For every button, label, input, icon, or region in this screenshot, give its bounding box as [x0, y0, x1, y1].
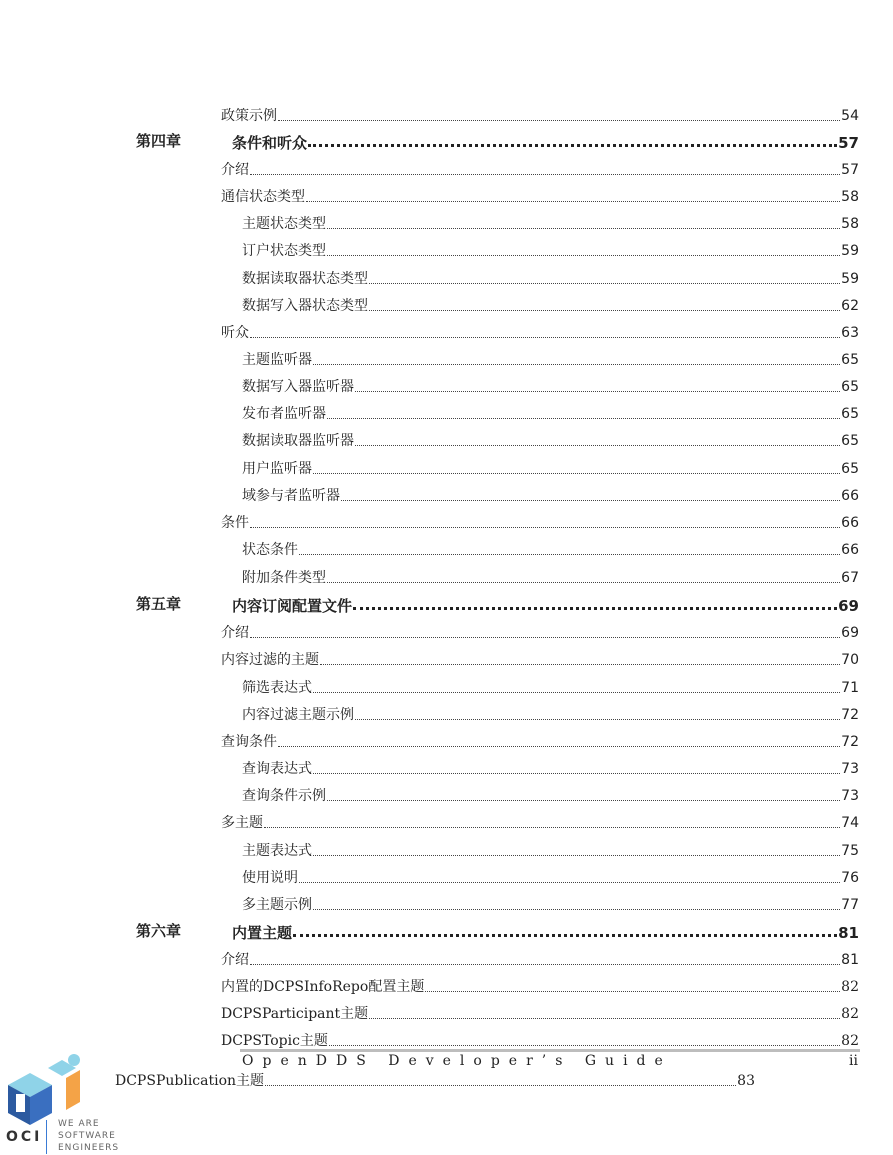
toc-page: 82	[841, 1033, 859, 1049]
toc-title: 用户监听器	[242, 461, 312, 477]
toc-title: 数据读取器监听器	[242, 433, 354, 449]
toc-title: 筛选表达式	[242, 680, 312, 696]
toc-page: 82	[841, 1006, 859, 1022]
toc-entry[interactable]	[242, 538, 859, 558]
toc-title: 主题监听器	[242, 352, 312, 368]
brand-divider	[46, 1120, 47, 1154]
tagline-line: WE ARE	[58, 1119, 100, 1129]
tagline-line: ENGINEERS	[58, 1143, 120, 1153]
toc-page: 75	[841, 843, 859, 859]
toc-page: 77	[841, 897, 859, 913]
footer-page-number: ii	[849, 1053, 858, 1069]
tagline-line: SOFTWARE	[58, 1131, 116, 1141]
toc-title: 域参与者监听器	[242, 488, 340, 504]
toc-page: 73	[841, 788, 859, 804]
toc-entry[interactable]	[242, 212, 859, 232]
toc-entry[interactable]	[221, 1002, 859, 1022]
toc-title: 查询表达式	[242, 761, 312, 777]
oci-brand-name: OCI	[6, 1129, 43, 1145]
chapter-6-label: 第六章	[136, 922, 182, 940]
toc-title: 政策示例	[221, 108, 277, 124]
toc-title: 内容过滤的主题	[221, 652, 319, 668]
toc-entry[interactable]	[221, 648, 859, 668]
toc-entry[interactable]	[221, 1029, 859, 1049]
toc-title: 介绍	[221, 162, 249, 178]
toc-page: 58	[841, 189, 859, 205]
toc-title: 介绍	[221, 952, 249, 968]
toc-entry[interactable]	[242, 784, 859, 804]
toc-chapter-entry[interactable]	[232, 921, 859, 941]
toc-title: DCPSTopic主题	[221, 1033, 328, 1049]
toc-entry[interactable]	[242, 239, 859, 259]
toc-page: 66	[841, 488, 859, 504]
toc-title: 状态条件	[242, 542, 298, 558]
toc-entry[interactable]	[242, 348, 859, 368]
toc-page: 58	[841, 216, 859, 232]
toc-page: 73	[841, 761, 859, 777]
toc-entry[interactable]	[242, 402, 859, 422]
toc-page: 67	[841, 570, 859, 586]
toc-title: 订户状态类型	[242, 243, 326, 259]
toc-entry[interactable]	[221, 948, 859, 968]
toc-title: 内容过滤主题示例	[242, 707, 354, 723]
toc-page: 66	[841, 515, 859, 531]
toc-entry[interactable]	[221, 811, 859, 831]
toc-page: 76	[841, 870, 859, 886]
toc-page: 65	[841, 352, 859, 368]
toc-entry[interactable]	[242, 566, 859, 586]
chapter-5-label: 第五章	[136, 595, 182, 613]
toc-page: 65	[841, 433, 859, 449]
toc-title: 数据读取器状态类型	[242, 271, 368, 287]
toc-entry[interactable]	[221, 185, 859, 205]
toc-chapter-entry[interactable]	[232, 594, 859, 614]
toc-title: 主题表达式	[242, 843, 312, 859]
footer-rule	[240, 1049, 860, 1052]
toc-entry[interactable]	[242, 294, 859, 314]
toc-title: 条件	[221, 515, 249, 531]
toc-title: 主题状态类型	[242, 216, 326, 232]
toc-title: 听众	[221, 325, 249, 341]
toc-entry[interactable]	[242, 375, 859, 395]
toc-title: 查询条件示例	[242, 788, 326, 804]
toc-title: 内置主题	[232, 924, 293, 942]
toc-page: 59	[841, 243, 859, 259]
toc-page: 69	[838, 597, 859, 615]
toc-title: DCPSParticipant主题	[221, 1006, 369, 1022]
toc-page: 81	[838, 924, 859, 942]
toc-entry[interactable]	[242, 893, 859, 913]
toc-title: 发布者监听器	[242, 406, 326, 422]
toc-page: 57	[841, 162, 859, 178]
toc-entry[interactable]	[221, 104, 859, 124]
toc-page: 65	[841, 379, 859, 395]
toc-title: 多主题示例	[242, 897, 312, 913]
toc-chapter-entry[interactable]	[232, 131, 859, 151]
toc-entry[interactable]	[242, 866, 859, 886]
toc-page: 54	[841, 108, 859, 124]
toc-entry[interactable]	[221, 975, 859, 995]
toc-entry[interactable]	[242, 429, 859, 449]
toc-title: 查询条件	[221, 734, 277, 750]
toc-title: 附加条件类型	[242, 570, 326, 586]
chapter-4-label: 第四章	[136, 132, 182, 150]
toc-page: 81	[841, 952, 859, 968]
toc-entry[interactable]	[242, 676, 859, 696]
toc-entry[interactable]	[221, 511, 859, 531]
toc-title: 数据写入器状态类型	[242, 298, 368, 314]
toc-entry[interactable]	[115, 1069, 755, 1089]
toc-entry[interactable]	[242, 839, 859, 859]
toc-page: 62	[841, 298, 859, 314]
toc-entry[interactable]	[221, 730, 859, 750]
toc-page: 70	[841, 652, 859, 668]
toc-title: 内置的DCPSInfoRepo配置主题	[221, 979, 425, 995]
toc-page: 65	[841, 406, 859, 422]
toc-page: 82	[841, 979, 859, 995]
toc-entry[interactable]	[242, 757, 859, 777]
toc-entry[interactable]	[242, 484, 859, 504]
toc-entry[interactable]	[242, 703, 859, 723]
toc-title: 使用说明	[242, 870, 298, 886]
toc-entry[interactable]	[221, 158, 859, 178]
toc-title: 数据写入器监听器	[242, 379, 354, 395]
toc-title: 介绍	[221, 625, 249, 641]
brand-tagline	[58, 1118, 119, 1154]
toc-title: 通信状态类型	[221, 189, 305, 205]
toc-page: 74	[841, 815, 859, 831]
toc-entry[interactable]	[242, 457, 859, 477]
toc-entry[interactable]	[242, 267, 859, 287]
toc-title: 条件和听众	[232, 134, 308, 152]
toc-page: 63	[841, 325, 859, 341]
toc-title: DCPSPublication主题	[115, 1073, 265, 1089]
toc-page: 66	[841, 542, 859, 558]
toc-page: 69	[841, 625, 859, 641]
toc-entry[interactable]	[221, 321, 859, 341]
footer-title: OpenDDS Developer’s Guide	[242, 1053, 672, 1069]
toc-page: 72	[841, 707, 859, 723]
toc-page: 57	[838, 134, 859, 152]
toc-entry[interactable]	[221, 621, 859, 641]
toc-page: 65	[841, 461, 859, 477]
toc-page: 83	[737, 1073, 755, 1089]
toc-title: 内容订阅配置文件	[232, 597, 353, 615]
toc-page: 71	[841, 680, 859, 696]
toc-page: 59	[841, 271, 859, 287]
toc-title: 多主题	[221, 815, 263, 831]
toc-page: 72	[841, 734, 859, 750]
